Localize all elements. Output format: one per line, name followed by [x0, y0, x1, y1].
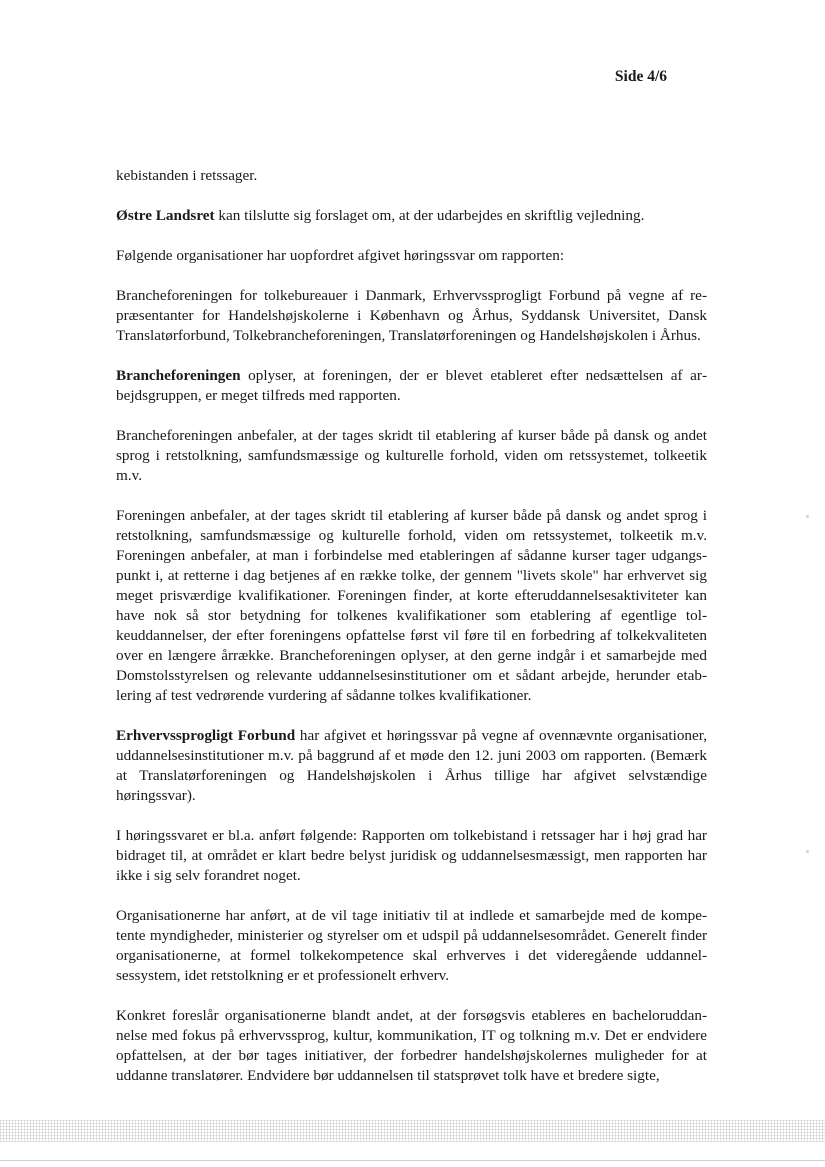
paragraph-6-text: Brancheforeningen anbefaler, at der tages skridt til etablering af kurser både på dansk og andet sprog i retstolkning, samfundsmæssige og kulturelle forhold, viden om retssystemet, tolkeetik m.v.: [116, 427, 707, 484]
paragraph-9-text: I høringssvaret er bl.a. anført følgende: Rapporten om tolkebistand i retssager har i høj grad har bidraget til, at området er klart bedre belyst juridisk og uddannelsesmæssigt, men rapporten har ikke i sig selv forandret noget.: [116, 827, 707, 884]
scan-speck: [806, 515, 809, 518]
paragraph-1-text: kebistanden i retssager.: [116, 167, 258, 184]
paragraph-3-text: Følgende organisationer har uopfordret afgivet høringssvar om rapporten:: [116, 247, 565, 264]
paragraph-8: [116, 726, 707, 806]
paragraph-10: [116, 906, 707, 986]
paragraph-11-text: Konkret foreslår organisationerne blandt andet, at der forsøgsvis etableres en bacheloruddannelse med fokus på erhvervssprog, kultur, kommunikation, IT og tolkning m.v. Det er endvidere opfattelsen, at der bør tages initiativer, der forbedrer handelshøjskolernes muligheder for at uddanne translatører. Endvidere bør uddannelsen til statsprøvet tolk have et bredere sigte,: [116, 1007, 707, 1084]
paragraph-2: [116, 206, 707, 226]
paragraph-2-text: kan tilslutte sig forslaget om, at der udarbejdes en skriftlig vejledning.: [214, 207, 645, 224]
paragraph-8-text: har afgivet et høringssvar på vegne af ovennævnte organisationer, uddannelsesinstitutioner m.v. på baggrund af et møde den 12. juni 2003 om rapporten. (Bemærk at Translatørforeningen og Handelshøjskolen i Århus tillige har afgivet selvstændige høringssvar).: [116, 727, 707, 804]
paragraph-4-text: Brancheforeningen for tolkebureauer i Danmark, Erhvervssprogligt Forbund på vegne af repræsentanter for Handelshøjskolerne i København og Århus, Syddansk Universitet, Dansk Translatørforbund, Tolkebrancheforeningen, Translatørforeningen og Handelshøjskolen i Århus.: [116, 287, 707, 344]
paragraph-6: [116, 426, 707, 486]
paragraph-10-text: Organisationerne har anført, at de vil tage initiativ til at indlede et samarbejde med de kompetente myndigheder, ministerier og styrelser om et udspil på uddannelsesområdet. Generelt finder organisationerne, at formel tolkekompetence skal erhverves i det videregående uddannelsessystem, idet retstolkning er et professionelt erhverv.: [116, 907, 707, 984]
page-number: Side 4/6: [614, 68, 667, 85]
paragraph-2-lead: Østre Landsret: [116, 207, 215, 224]
scan-speck: [806, 850, 809, 853]
paragraph-8-lead: Erhvervssprogligt Forbund: [116, 727, 296, 744]
paragraph-9: [116, 826, 707, 886]
paragraph-7-text: Foreningen anbefaler, at der tages skridt til etablering af kurser både på dansk og andet sprog i retstolkning, samfundsmæssige og kulturelle forhold, viden om retssystemet, tolkeetik m.v. Foreningen anbefaler, at man i forbindelse med etableringen af sådanne kurser tager udgangspunkt i, at retterne i dag betjenes af en række tolke, der gennem "livets skole" har erhvervet sig meget prisværdige kvalifikationer. Foreningen finder, at korte efteruddannelsesaktiviteter kan have nok så stor betydning for tolkenes kvalifikationer som etablering af egentlige tolkeuddannelser, der efter foreningens opfattelse først vil føre til en forbedring af tolkekvaliteten over en længere årrække. Brancheforeningen oplyser, at den gerne indgår i et samarbejde med Domstolsstyrelsen og relevante uddannelsesinstitutioner om et sådant arbejde, herunder etablering af test vedrørende vurdering af sådanne tolkes kvalifikationer.: [116, 507, 707, 704]
paragraph-7: [116, 506, 707, 706]
paragraph-1: [116, 166, 707, 186]
paragraph-11: [116, 1006, 707, 1086]
paragraph-5: [116, 366, 707, 406]
paragraph-3: [116, 246, 707, 266]
paragraph-4: [116, 286, 707, 346]
paragraph-5-text: oplyser, at foreningen, der er blevet etableret efter nedsættelsen af arbejdsgruppen, er meget tilfreds med rapporten.: [116, 367, 707, 404]
scan-edge-line: [0, 1160, 825, 1161]
paragraph-5-lead: Brancheforeningen: [116, 367, 241, 384]
scan-noise-strip: [0, 1120, 825, 1142]
document-body: [116, 166, 707, 1106]
